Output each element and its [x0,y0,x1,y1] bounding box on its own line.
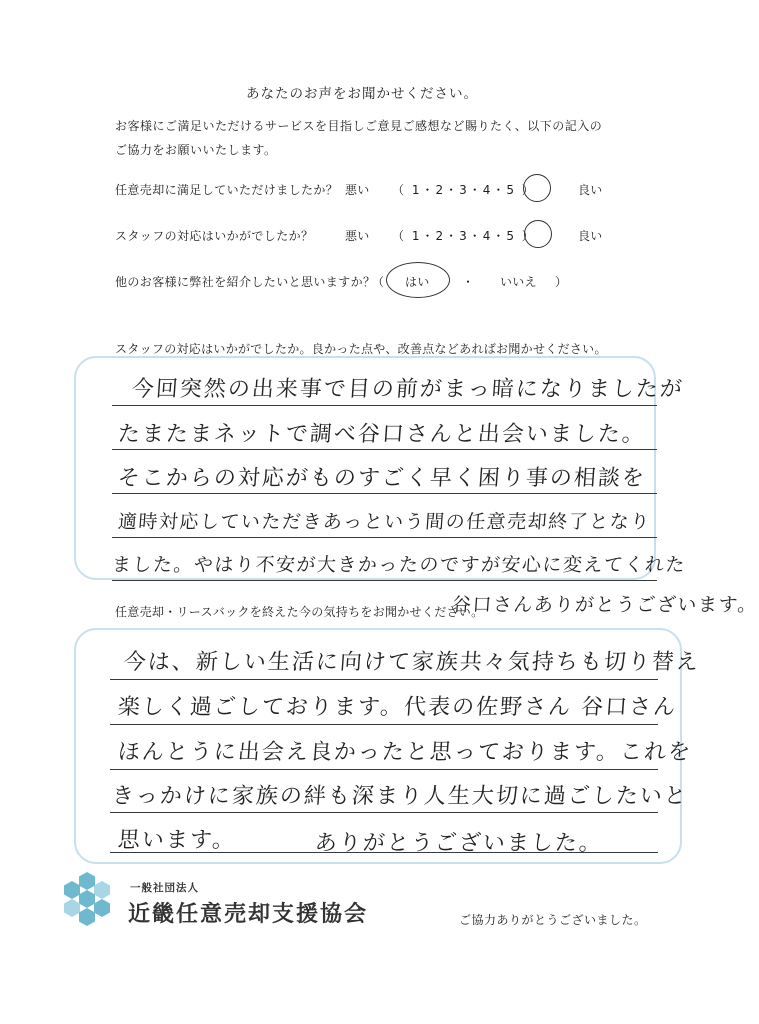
section-1-line-1: 今回突然の出来事で目の前がまっ暗になりましたが [130,377,685,402]
question-1-label: 任意売却に満足していただけましたか？ [115,183,339,197]
referral-no: いいえ [500,275,537,289]
question-1-selected-circle [523,174,551,202]
section-1-line-6: 谷口さんありがとうございます。 [451,594,759,616]
referral-open-paren: （ [372,275,385,289]
question-2-label: スタッフの対応はいかがでしたか？ [115,229,314,243]
section-2-line-2: 楽しく過ごしております。代表の佐野さん 谷口さん [116,695,678,720]
section-1-line-2: たまたまネットで調べ谷口さんと出会いました。 [116,422,647,447]
section-2-line-5: 思います。 [116,828,237,853]
section-1-line-5: ました。やはり不安が大きかったのですが安心に変えてくれた [111,554,687,576]
section-2-line-3: ほんとうに出会え良かったと思っております。これを [116,740,693,765]
referral-selected-circle [386,262,450,298]
section-1-line-4: 適時対応していただきあっという間の任意売却終了となり [117,511,652,533]
hexagon-logo-icon [54,868,120,934]
question-2-scale: （ 1・2・3・4・5 ） [392,229,536,243]
question-1-good: 良い [578,183,603,197]
org-type: 一般社団法人 [130,882,199,894]
referral-label: 他のお客様に弊社を紹介したいと思いますか？ [115,275,376,289]
section-1-heading: スタッフの対応はいかがでしたか。良かった点や、改善点などあればお聞かせください。 [115,342,607,356]
question-2-selected-circle [524,220,552,248]
org-name: 近畿任意売却支援協会 [128,902,369,927]
section-2-heading: 任意売却・リースバックを終えた今の気持ちをお聞かせください。 [115,605,484,619]
question-2-bad: 悪い [345,229,370,243]
referral-close-paren: ） [555,275,568,289]
section-2-line-1: 今は、新しい生活に向けて家族共々気持ちも切り替え [122,650,701,675]
intro-line-2: ご協力をお願いいたします。 [115,143,277,157]
question-1-bad: 悪い [345,183,370,197]
question-1-scale: （ 1・2・3・4・5 ） [392,183,536,197]
question-2-good: 良い [578,229,603,243]
referral-yes: はい [405,275,430,289]
intro-line-1: お客様にご満足いただけるサービスを目指しご意見ご感想など賜りたく、以下の記入の [115,119,603,133]
footer-thanks: ご協力ありがとうございました。 [459,913,647,927]
section-1-line-3: そこからの対応がものすごく早く困り事の相談を [116,466,647,491]
survey-title: あなたのお声をお聞かせください。 [246,86,478,102]
referral-dot: ・ [462,275,475,289]
section-2-line-6: ありがとうございました。 [313,831,604,856]
section-2-line-4: きっかけに家族の絆も深まり人生大切に過ごしたいと [110,784,689,809]
